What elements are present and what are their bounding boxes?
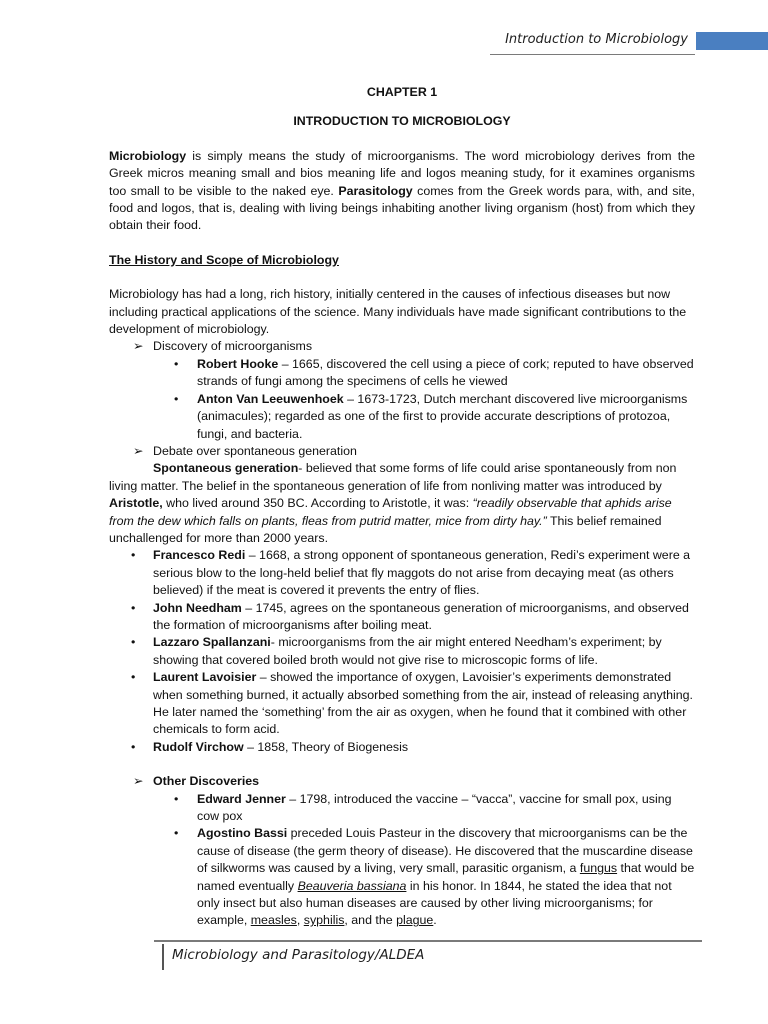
list-item-virchow <box>109 739 695 756</box>
debate-text-1: - believed that some forms of life could arise spontaneously from non living matter. The belief in the spontaneous generation of life from nonliving matter was introduced by <box>109 461 677 493</box>
footer-rule <box>154 940 702 942</box>
header-accent-bar <box>696 32 768 50</box>
bullet-icon: • <box>131 635 136 650</box>
scientist-text: – 1798, introduced the vaccine – “vacca”, vaccine for small pox, using cow pox <box>197 791 672 824</box>
term-aristotle: Aristotle, <box>109 496 163 511</box>
document-body <box>109 84 695 930</box>
history-outline <box>109 338 695 460</box>
header-rule <box>490 54 695 55</box>
debate-text-2: who lived around 350 BC. According to Aristotle, it was: <box>162 496 473 511</box>
bullet-icon: • <box>174 826 179 841</box>
scientist-text: – 1673-1723, Dutch merchant discovered live microorganisms (animacules); regarded as one of the first to provide accurate descriptions of protozoa, fungi, and bacteria. <box>197 391 688 441</box>
scientist-text: – showed the importance of oxygen, Lavoisier’s experiments demonstrated when something burned, it actually absorbed something from the air, instead of releasing anything. He later named the ‘something’ from the air as oxygen, when he found that it combined with other chemicals to form acid. <box>153 670 694 737</box>
bullet-icon: • <box>131 548 136 563</box>
scientist-name: Robert Hooke <box>197 356 279 371</box>
spontaneous-generation-paragraph <box>109 460 695 547</box>
bassi-text-1: preceded Louis Pasteur in the discovery that microorganisms can be the cause of disease (the germ theory of disease). He discovered that the muscardine disease of silkworms was caused by a living, very small, parasitic organism, a <box>197 826 693 876</box>
bullet-icon: • <box>131 739 136 754</box>
link-beauveria-bassiana[interactable]: Beauveria bassiana <box>297 878 407 893</box>
arrow-bullet-icon: ➢ <box>133 443 144 458</box>
bassi-text-2: that would be named eventually <box>197 861 695 893</box>
scientist-name: Lazzaro Spallanzani <box>153 635 271 650</box>
scientist-name: Francesco Redi <box>153 548 246 563</box>
scientist-text: - microorganisms from the air might entered Needham’s experiment; by showing that covered boiled broth would not give rise to microscopic forms of life. <box>153 635 662 667</box>
scientist-text: – 1668, a strong opponent of spontaneous generation, Redi’s experiment were a serious blow to the long-held belief that fly maggots do not arise from decaying meat (as others believed) if the meat is covered it prevents the entry of flies. <box>153 548 691 598</box>
other-discoveries-label: Other Discoveries <box>153 774 260 789</box>
link-fungus[interactable]: fungus <box>579 861 618 876</box>
list-item-leeuwenhoek <box>109 391 695 443</box>
bullet-icon: • <box>174 791 179 806</box>
list-item-debate <box>109 443 695 460</box>
bullet-icon: • <box>174 391 179 406</box>
scientist-text: – 1745, agrees on the spontaneous generation of microorganisms, and observed the formation of microorganisms after boiling meat. <box>153 600 689 632</box>
bassi-text-6: . <box>433 913 437 928</box>
term-microbiology: Microbiology <box>109 148 187 163</box>
scientist-name: Edward Jenner <box>197 791 286 806</box>
list-item-jenner <box>109 791 695 826</box>
intro-paragraph <box>109 148 695 235</box>
link-plague[interactable]: plague <box>396 913 434 928</box>
term-parasitology: Parasitology <box>338 183 413 198</box>
list-item-hooke <box>109 356 695 391</box>
debate-text-3: This belief remained unchallenged for more than 2000 years. <box>109 513 662 545</box>
scientist-text: – 1665, discovered the cell using a piece of cork; reputed to have observed strands of fungi among the specimens of cells he viewed <box>197 356 694 389</box>
list-item-other-discoveries <box>109 773 695 790</box>
link-syphilis[interactable]: syphilis <box>303 913 345 928</box>
bassi-text-4: , <box>296 913 304 928</box>
scientist-name: Anton Van Leeuwenhoek <box>197 391 344 406</box>
intro-text-2: comes from the Greek words para, with, and site, food and logos, that is, dealing with living beings inhabiting another living organism (host) from which they obtain their food. <box>109 183 695 233</box>
discovery-label: Discovery of microorganisms <box>153 339 313 354</box>
other-discoveries-outline <box>109 773 695 930</box>
scientist-text: – 1858, Theory of Biogenesis <box>243 739 409 754</box>
list-item-discovery <box>109 338 695 355</box>
list-item-bassi <box>109 825 695 929</box>
list-item-lavoisier <box>109 669 695 739</box>
chapter-title: INTRODUCTION TO MICROBIOLOGY <box>293 114 511 129</box>
history-paragraph: Microbiology has had a long, rich history, initially centered in the causes of infectious diseases but now including practical applications of the science. Many individuals have made significant contributions to the development of microbiology. <box>109 287 687 337</box>
arrow-bullet-icon: ➢ <box>133 339 144 354</box>
arrow-bullet-icon: ➢ <box>133 774 144 789</box>
section-heading-history: The History and Scope of Microbiology <box>109 252 339 267</box>
scientists-list <box>109 547 695 756</box>
bassi-text-5: , and the <box>344 913 397 928</box>
term-spontaneous-generation: Spontaneous generation <box>153 461 299 476</box>
debate-label: Debate over spontaneous generation <box>153 443 357 458</box>
running-header-title: Introduction to Microbiology <box>505 32 688 47</box>
link-measles[interactable]: measles <box>250 913 297 928</box>
scientist-name: Rudolf Virchow <box>153 739 244 754</box>
footer-text: Microbiology and Parasitology/ALDEA <box>172 947 425 963</box>
bullet-icon: • <box>174 356 179 371</box>
bullet-icon: • <box>131 670 136 685</box>
intro-text-1: is simply means the study of microorganisms. The word microbiology derives from the Greek micros meaning small and bios meaning life and logos meaning study, for it examines organisms too small to be visible to the naked eye. <box>109 148 695 198</box>
scientist-name: Agostino Bassi <box>197 826 288 841</box>
scientist-name: John Needham <box>153 600 242 615</box>
footer-vertical-bar <box>162 944 164 970</box>
list-item-spallanzani <box>109 634 695 669</box>
list-item-needham <box>109 600 695 635</box>
bullet-icon: • <box>131 600 136 615</box>
bassi-text-3: in his honor. In 1844, he stated the idea that not only insect but also human diseases are caused by other living microorganisms; for example, <box>197 878 672 928</box>
aristotle-quote: “readily observable that aphids arise from the dew which falls on plants, fleas from putrid matter, mice from dirty hay.” <box>109 496 672 528</box>
chapter-label: CHAPTER 1 <box>366 85 438 99</box>
list-item-redi <box>109 547 695 599</box>
scientist-name: Laurent Lavoisier <box>153 670 257 685</box>
